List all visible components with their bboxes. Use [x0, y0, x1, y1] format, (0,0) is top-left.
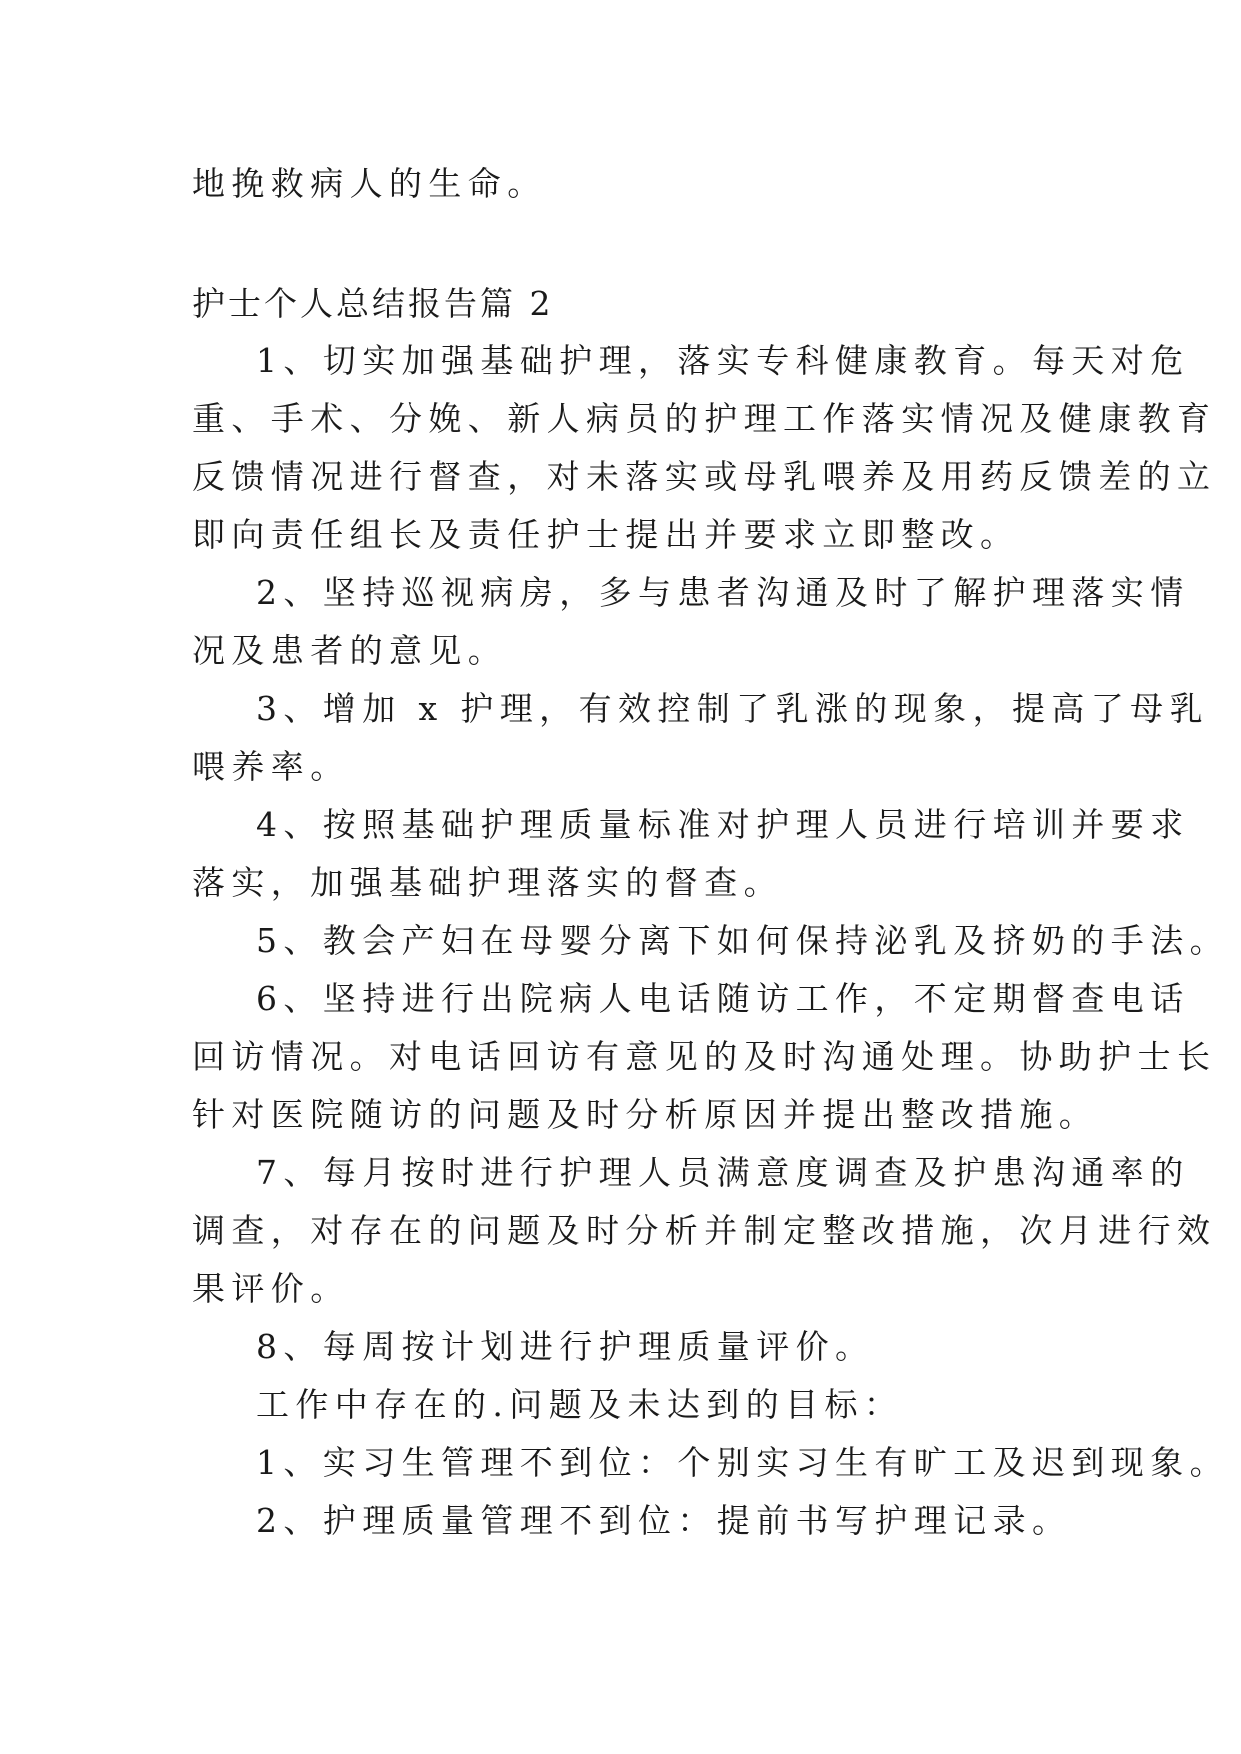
- paragraph-line: 回访情况。对电话回访有意见的及时沟通处理。协助护士长: [192, 1037, 1217, 1076]
- paragraph-line: 5、教会产妇在母婴分离下如何保持泌乳及挤奶的手法。: [256, 921, 1229, 960]
- paragraph-line: 1、切实加强基础护理，落实专科健康教育。每天对危: [256, 341, 1190, 380]
- paragraph-line: 1、实习生管理不到位：个别实习生有旷工及迟到现象。: [256, 1443, 1229, 1482]
- paragraph-line: 工作中存在的.问题及未达到的目标：: [256, 1385, 904, 1424]
- paragraph-line: 7、每月按时进行护理人员满意度调查及护患沟通率的: [256, 1153, 1190, 1192]
- paragraph-line: 反馈情况进行督查，对未落实或母乳喂养及用药反馈差的立: [192, 457, 1217, 496]
- paragraph-line: 3、增加 x 护理，有效控制了乳涨的现象，提高了母乳: [256, 689, 1209, 728]
- paragraph-line: 落实，加强基础护理落实的督查。: [192, 863, 783, 902]
- paragraph-line: 果评价。: [192, 1269, 350, 1308]
- paragraph-continuation: 地挽救病人的生命。: [192, 164, 547, 203]
- paragraph-line: 2、护理质量管理不到位：提前书写护理记录。: [256, 1501, 1072, 1540]
- paragraph-line: 即向责任组长及责任护士提出并要求立即整改。: [192, 515, 1020, 554]
- paragraph-line: 调查，对存在的问题及时分析并制定整改措施，次月进行效: [192, 1211, 1217, 1250]
- section-heading: 护士个人总结报告篇 2: [192, 284, 554, 323]
- paragraph-line: 6、坚持进行出院病人电话随访工作，不定期督查电话: [256, 979, 1190, 1018]
- paragraph-line: 针对医院随访的问题及时分析原因并提出整改措施。: [192, 1095, 1099, 1134]
- paragraph-line: 喂养率。: [192, 747, 350, 786]
- paragraph-line: 况及患者的意见。: [192, 631, 508, 670]
- paragraph-line: 2、坚持巡视病房，多与患者沟通及时了解护理落实情: [256, 573, 1190, 612]
- paragraph-line: 8、每周按计划进行护理质量评价。: [256, 1327, 875, 1366]
- paragraph-line: 4、按照基础护理质量标准对护理人员进行培训并要求: [256, 805, 1190, 844]
- paragraph-line: 重、手术、分娩、新人病员的护理工作落实情况及健康教育: [192, 399, 1217, 438]
